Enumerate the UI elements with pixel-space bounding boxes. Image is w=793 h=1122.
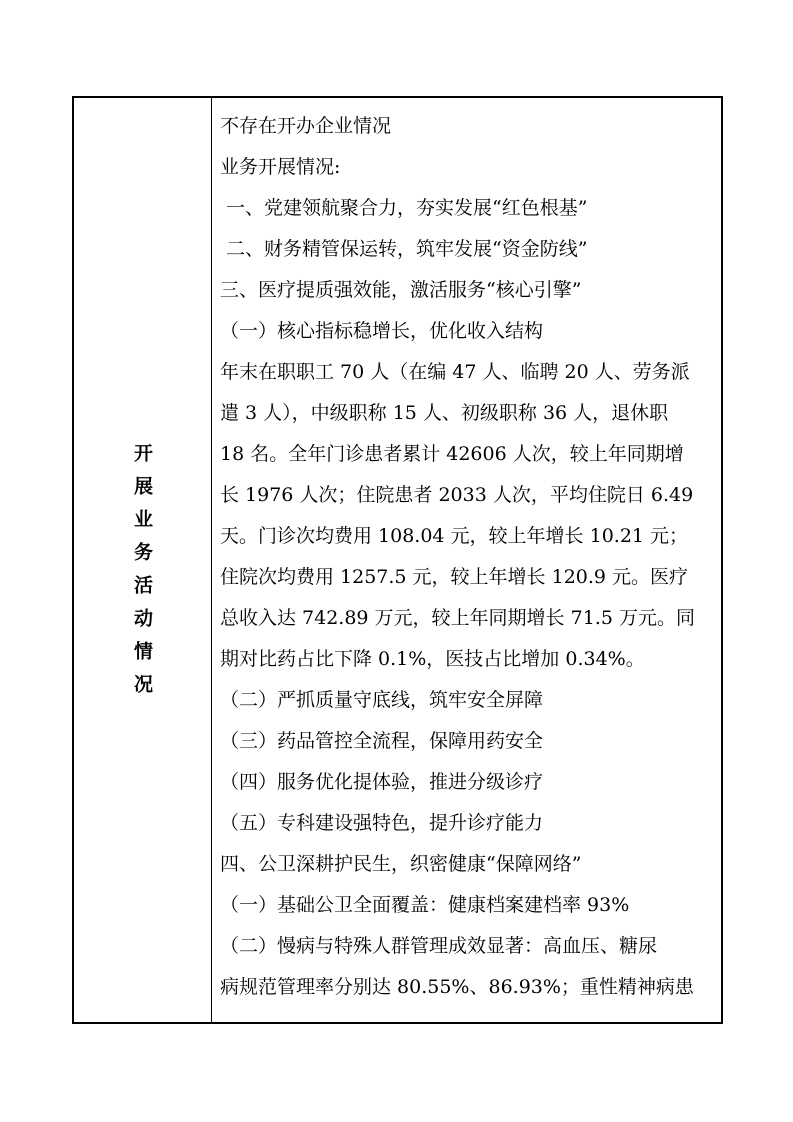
section-label: 开展业务活动情况	[131, 443, 153, 707]
text-line: （一）基础公卫全面覆盖：健康档案建档率 93%	[220, 894, 630, 916]
text-line: 年末在职职工 70 人（在编 47 人、临聘 20 人、劳务派	[220, 361, 690, 383]
text-line: 三、医疗提质强效能，激活服务“核心引擎”	[220, 279, 582, 301]
text-line: 病规范管理率分别达 80.55%、86.93%；重性精神病患	[220, 976, 694, 998]
text-line: 四、公卫深耕护民生，织密健康“保障网络”	[220, 853, 582, 875]
text-line: 业务开展情况:	[220, 156, 341, 178]
text-line: 住院次均费用 1257.5 元，较上年增长 120.9 元。医疗	[220, 566, 689, 588]
text-line: （二）严抓质量守底线，筑牢安全屏障	[220, 689, 544, 711]
text-line: （三）药品管控全流程，保障用药安全	[220, 730, 544, 752]
text-line: 二、财务精管保运转，筑牢发展“资金防线”	[226, 238, 588, 260]
text-line: 长 1976 人次；住院患者 2033 人次，平均住院日 6.49	[220, 484, 694, 506]
content-cell	[212, 98, 721, 1022]
report-table	[72, 96, 723, 1024]
text-line: 期对比药占比下降 0.1%，医技占比增加 0.34%。	[220, 648, 645, 670]
text-line: 总收入达 742.89 万元，较上年同期增长 71.5 万元。同	[220, 607, 695, 629]
text-line: 18 名。全年门诊患者累计 42606 人次，较上年同期增	[220, 443, 684, 465]
text-line: 天。门诊次均费用 108.04 元，较上年增长 10.21 元；	[220, 525, 689, 547]
text-line: （一）核心指标稳增长，优化收入结构	[220, 320, 544, 342]
section-label-cell	[74, 98, 212, 1022]
text-line: 一、党建领航聚合力，夯实发展“红色根基”	[226, 197, 588, 219]
text-line: 不存在开办企业情况	[220, 115, 392, 137]
text-line: （四）服务优化提体验，推进分级诊疗	[220, 771, 544, 793]
text-line: （二）慢病与特殊人群管理成效显著：高血压、糖尿	[220, 935, 658, 957]
text-line: 遣 3 人），中级职称 15 人、初级职称 36 人，退休职	[220, 402, 669, 424]
text-line: （五）专科建设强特色，提升诊疗能力	[220, 812, 544, 834]
